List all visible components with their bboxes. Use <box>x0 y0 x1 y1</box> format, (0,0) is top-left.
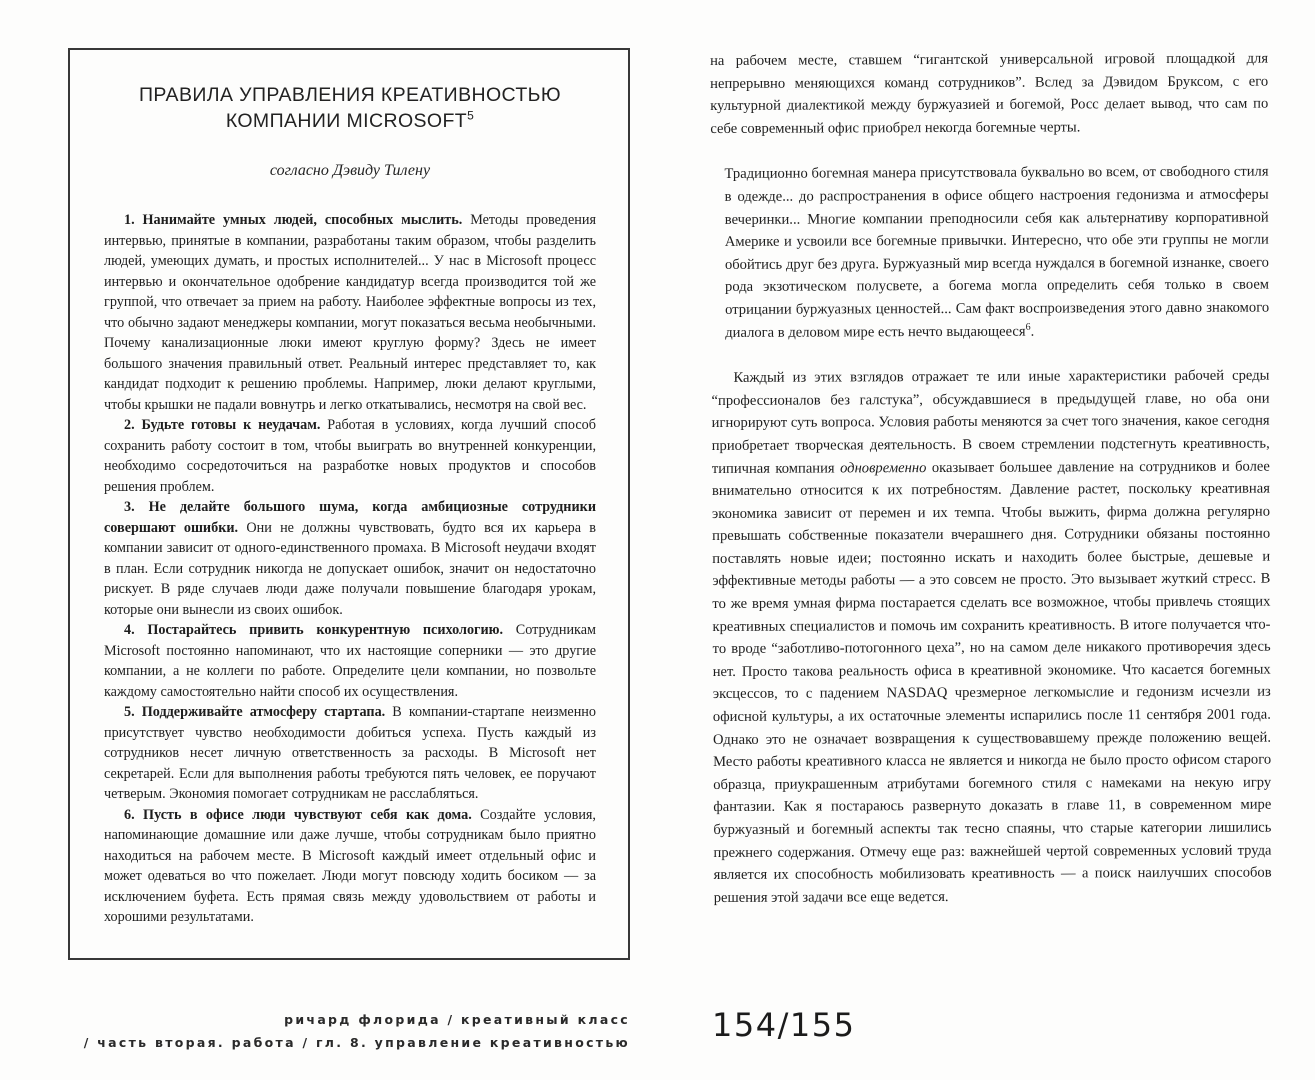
rule-item-3 <box>104 497 596 620</box>
paragraph-main-before: Каждый из этих взглядов отражает те или иные характеристики рабочей среды “профессионалов без галстука”, обсуждавшиеся в предыдущей главе, но оба они игнорируют суть вопроса. Условия работы меняются за счет того значения, какое сегодня приобретает творческая деятельность. В своем стремлении подстегнуть креативность, типичная компания <box>711 367 1270 477</box>
paragraph-main-italic: одновременно <box>840 459 927 476</box>
block-quote-tail: . <box>1030 323 1035 340</box>
rule-1-text: Методы проведения интервью, принятые в компании, разработаны таким образом, чтобы разделить людей, умеющих думать, и простых исполнителей... У нас в Microsoft процесс интервью и окончательное одобрение кандидатур всегда производится той же группой, что отвечает за прием на работу. Наиболее эффектные вопросы из тех, что обычно задают менеджеры компании, могут показаться весьма необычными. Почему канализационные люки имеют круглую форму? Здесь не имеет большого значения правильный ответ. Реальный интерес представляет то, как кандидат подходит к решению проблемы. Например, люки делают круглыми, чтобы крышки не падали вовнутрь и легко откатывались, несмотря на свой вес. <box>104 212 596 413</box>
rule-6-text: Создайте условия, напоминающие домашние или даже лучше, чтобы сотрудникам было приятно находиться на рабочем месте. В Microsoft каждый имеет отдельный офис и может одеваться во что пожелает. Люди могут повсюду ходить босиком — за исключением буфета. Есть прямая связь между удовольствием от работы и хорошими результатами. <box>104 806 596 925</box>
rule-item-5 <box>104 702 596 805</box>
block-quote-text: Традиционно богемная манера присутствовала буквально во всем, от свободного стиля в одежде... до распространения в офисе общего настроения гедонизма и атмосферы вечеринки... Многие компании преподносили себя как альтернативу корпоративной Америке и усвоили все богемные привычки. Интересно, что обе эти группы не могли обойтись друг без друга. Буржуазный мир всегда нуждался в богемной изнанке, своего рода экзотическом полусвете, а богема могла определить себя только в своем отрицании буржуазных ценностей... Сам факт воспроизведения этого давно знакомого диалога в деловом мире есть нечто выдающееся <box>724 163 1270 341</box>
rule-6-lead: 6. Пусть в офисе люди чувствуют себя как дома. <box>124 806 472 823</box>
paragraph-main <box>711 365 1271 910</box>
rule-4-lead: 4. Постарайтесь привить конкурентную психологию. <box>124 622 504 638</box>
right-page-text-column <box>710 48 1272 910</box>
rule-item-1 <box>104 210 596 415</box>
sidebar-title <box>104 82 596 134</box>
rule-4-text: Сотрудникам Microsoft постоянно напоминают, что их настоящие соперники — это другие компании, а не коллеги по работе. Определите цели компании, но позвольте каждому самостоятельно найти способ их осуществления. <box>104 622 596 700</box>
rules-list <box>104 210 596 928</box>
rule-2-lead: 2. Будьте готовы к неудачам. <box>124 417 321 433</box>
block-quote <box>724 161 1269 344</box>
rule-item-6 <box>104 805 596 928</box>
page-number: 154/155 <box>712 1006 856 1044</box>
rule-3-lead: 3. Не делайте большого шума, когда амбициозные сотрудники совершают ошибки. <box>104 499 596 536</box>
paragraph-continuation: на рабочем месте, ставшем “гигантской универсальной игровой площадкой для непрерывно меняющихся команд сотрудников”. Вслед за Дэвидом Бруксом, с его культурной диалектикой между буржуазией и богемой, Росс делает вывод, что сам по себе современный офис приобрел некогда богемные черты. <box>710 50 1269 137</box>
running-footer-line1: ричард флорида / креативный класс <box>284 1012 630 1027</box>
rule-5-lead: 5. Поддерживайте атмосферу стартапа. <box>124 704 386 720</box>
sidebar-title-line2: КОМПАНИИ MICROSOFT <box>225 110 468 132</box>
rule-1-lead: 1. Нанимайте умных людей, способных мыслить. <box>124 212 463 228</box>
rule-item-4 <box>104 620 596 702</box>
running-footer-line2: / часть вторая. работа / гл. 8. управление креативностью <box>83 1035 630 1050</box>
sidebar-title-line1: ПРАВИЛА УПРАВЛЕНИЯ КРЕАТИВНОСТЬЮ <box>139 84 561 106</box>
rules-sidebar-box <box>68 48 630 960</box>
rule-item-2 <box>104 415 596 497</box>
rule-3-text: Они не должны чувствовать, будто вся их карьера в компании зависит от одного-единственного промаха. В Microsoft неудачи входят в план. Если сотрудник никогда не допускает ошибок, значит он недостаточно рискует. В ряде случаев люди даже получали повышение благодаря урокам, которые они вынесли из своих ошибок. <box>104 519 596 618</box>
running-footer <box>70 1008 630 1054</box>
rule-2-text: Работая в условиях, когда лучший способ сохранить работу состоит в том, чтобы выиграть во внутренней конкуренции, необходимо сосредоточиться на разработке новых продуктов и способов решения проблем. <box>104 417 596 495</box>
footnote-ref-5: 5 <box>467 108 475 123</box>
sidebar-attribution: согласно Дэвиду Тилену <box>269 162 431 179</box>
rule-5-text: В компании-стартапе неизменно присутствует чувство необходимости добиться успеха. Пусть каждый из сотрудников несет личную ответственность за расходы. В Microsoft нет секретарей. Если для выполнения работы требуются пять человек, ее поручают четверым. Экономия помогает сотрудникам не расслабляться. <box>104 704 596 802</box>
paragraph-main-after: оказывает большее давление на сотрудников и более внимательно относится к их потребностям. Давление растет, поскольку креативная экономика зависит от перемен и их темпа. Чтобы выжить, фирма должна регулярно превышать собственные показатели вчерашнего дня. Сотрудники обязаны постоянно поставлять новые идеи; постоянно искать и находить более быстрые, дешевые и эффективные методы работы — а это совсем не просто. Это вызывает жуткий стресс. В то же время умная фирма постарается сделать все возможное, чтобы привлечь стоящих креативных специалистов и помочь им сохранить креативность. В итоге получается что-то вроде “заботливо-потогонного цеха”, но на самом деле никакого противоречия здесь нет. Просто такова реальность офиса в креативной экономике. Что касается богемных эксцессов, то с падением NASDAQ чрезмерное легкомыслие и гедонизм исчезли из офисной культуры, а их остаточные элементы испарились после 11 сентября 2001 года. Однако это не означает возвращения к существовавшему прежде положению вещей. Место работы креативного класса не является и никогда не было просто офисом старого образца, приукрашенным атрибутами богемного стиля с намеками на некую игру фантазии. Как я постараюсь развернуто доказать в главе 11, в современном мире буржуазный и богемный аспекты так тесно спаяны, что старые категории лишились прежнего содержания. Отмечу еще раз: важнейшей чертой современных условий труда является их способность мобилизовать креативность — а поиск наилучших способов решения этой задачи все еще ведется. <box>711 458 1272 906</box>
footnote-ref-6: 6 <box>1025 321 1031 333</box>
